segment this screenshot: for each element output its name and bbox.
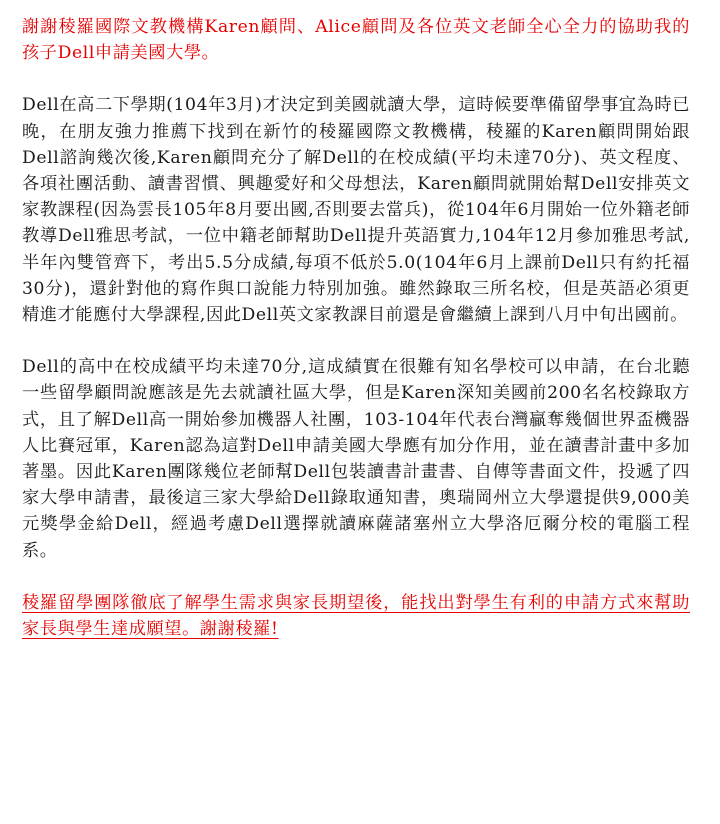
testimonial-document (22, 14, 690, 668)
closing-paragraph: 稜羅留學團隊徹底了解學生需求與家長期望後，能找出對學生有利的申請方式來幫助家長與學生達成願望。謝謝稜羅! (22, 592, 690, 640)
body-paragraph-2: Dell的高中在校成績平均未達70分,這成績實在很難有知名學校可以申請，在台北聽一些留學顧問說應該是先去就讀社區大學，但是Karen深知美國前200名名校錄取方式，且了解Dell高一開始參加機器人社團，103-104年代表台灣贏奪幾個世界盃機器人比賽冠軍，Karen認為這對Dell申請美國大學應有加分作用，並在讀書計畫中多加著墨。因此Karen團隊幾位老師幫Dell包裝讀書計畫書、自傳等書面文件，投遞了四家大學申請書，最後這三家大學給Dell錄取通知書，奧瑞岡州立大學還提供9,000美元獎學金給Dell，經過考慮Dell選擇就讀麻薩諸塞州立大學洛厄爾分校的電腦工程系。 (22, 357, 690, 561)
intro-paragraph: 謝謝稜羅國際文教機構Karen顧問、Alice顧問及各位英文老師全心全力的協助我的孩子Dell申請美國大學。 (22, 17, 690, 64)
body-paragraph-1: Dell在高二下學期(104年3月)才決定到美國就讀大學，這時候要準備留學事宜為時已晚，在朋友強力推薦下找到在新竹的稜羅國際文教機構，稜羅的Karen顧問開始跟Dell諮詢幾次後,Karen顧問充分了解Dell的在校成績(平均未達70分)、英文程度、各項社團活動、讀書習慣、興趣愛好和父母想法，Karen顧問就開始幫Dell安排英文家教課程(因為雲長105年8月要出國,否則要去當兵)，從104年6月開始一位外籍老師教導Dell雅思考試，一位中籍老師幫助Dell提升英語實力,104年12月參加雅思考試,半年內雙管齊下，考出5.5分成績,每項不低於5.0(104年6月上課前Dell只有約托福30分)，還針對他的寫作與口說能力特別加強。雖然錄取三所名校，但是英語必須更精進才能應付大學課程,因此Dell英文家教課目前還是會繼續上課到八月中旬出國前。 (22, 95, 690, 326)
